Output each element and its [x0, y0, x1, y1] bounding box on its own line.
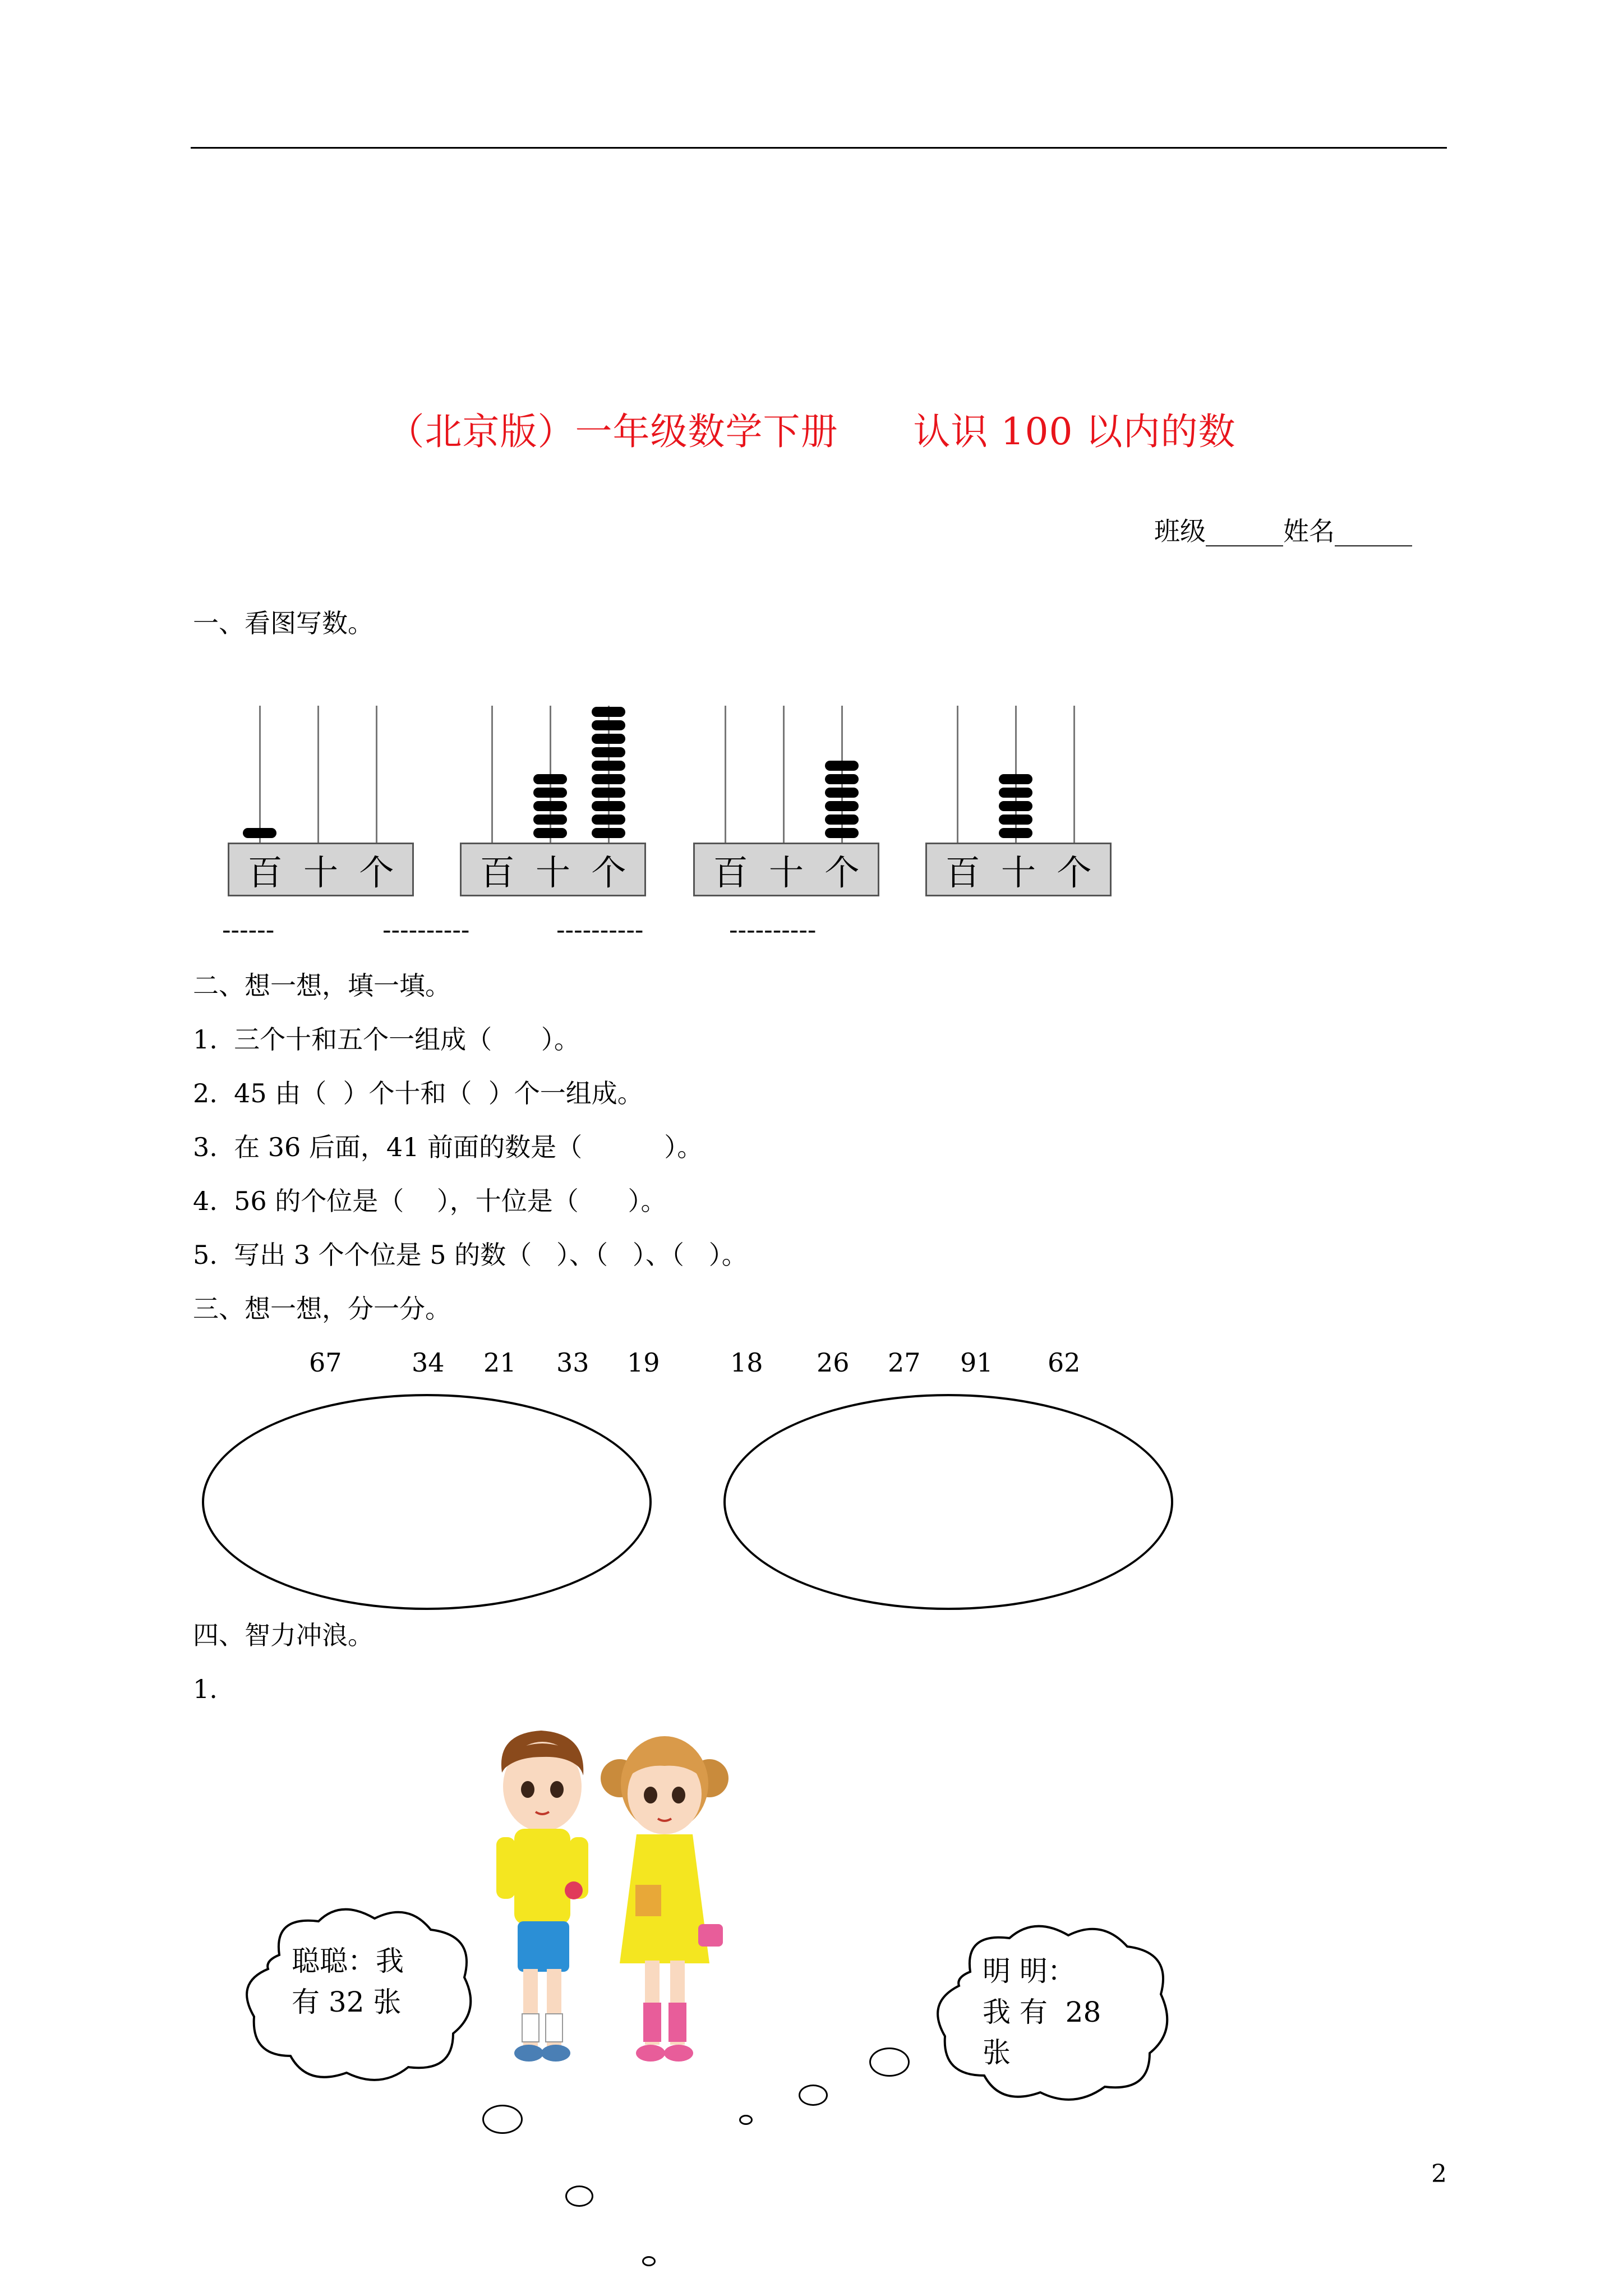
abacus-bead: [825, 828, 859, 838]
item-number: 1.: [193, 1674, 218, 1704]
place-label: 百: [713, 852, 748, 893]
thought-dot: [739, 2115, 753, 2125]
sorting-circle-left: [202, 1394, 652, 1610]
thought-dot: [482, 2105, 523, 2134]
abacus-rod: [259, 706, 261, 843]
abacus-rod: [725, 706, 726, 843]
place-label: 百: [479, 852, 515, 893]
sorting-circle-right: [723, 1394, 1173, 1610]
fill-item-1: 1. 三个十和五个一组成（ ）。: [193, 1024, 580, 1055]
answer-blank: ----------: [729, 914, 817, 945]
page-number: 2: [1431, 2160, 1447, 2188]
abacus-bead: [533, 788, 567, 798]
sort-number: 34: [412, 1347, 445, 1378]
abacus-place-label: [228, 843, 414, 896]
right-bubble-text-clip: [983, 1951, 1128, 2069]
abacus-bead: [533, 815, 567, 825]
right-bubble-text: 明 明： 我 有 28 张: [983, 1955, 1101, 2069]
place-label: 十: [535, 852, 570, 893]
abacus-bead: [592, 761, 625, 771]
girl-figure: [601, 1736, 728, 2062]
sort-number: 18: [730, 1347, 763, 1378]
sort-number: 62: [1048, 1347, 1081, 1378]
abacus-bead: [592, 815, 625, 825]
sort-number: 33: [556, 1347, 589, 1378]
sort-number: 26: [817, 1347, 850, 1378]
abacus-rod: [491, 706, 493, 843]
fill-item-2: 2. 45 由（ ）个十和（ ）个一组成。: [193, 1078, 643, 1108]
sort-number: 21: [483, 1347, 517, 1378]
abacus-bead: [825, 815, 859, 825]
abacus-place-label: [925, 843, 1112, 896]
sort-number: 91: [960, 1347, 993, 1378]
abacus-bead: [999, 788, 1032, 798]
place-label: 十: [768, 852, 804, 893]
answer-blank: ----------: [556, 914, 644, 945]
header-rule: [191, 147, 1447, 149]
fill-item-3: 3. 在 36 后面，41 前面的数是（ ）。: [193, 1132, 703, 1162]
place-label: 百: [945, 852, 980, 893]
thought-dot: [565, 2185, 593, 2207]
abacus-rod: [1073, 706, 1075, 843]
section4-heading: 四、智力冲浪。: [193, 1620, 374, 1650]
fill-item-4: 4. 56 的个位是（ ），十位是（ ）。: [193, 1186, 667, 1216]
abacus-bead: [825, 801, 859, 811]
sort-number: 27: [888, 1347, 921, 1378]
abacus-bead: [592, 788, 625, 798]
abacus-bead: [825, 788, 859, 798]
abacus-bead: [592, 828, 625, 838]
thought-dot: [799, 2085, 828, 2106]
place-label: 百: [247, 852, 283, 893]
abacus-bead: [825, 774, 859, 784]
abacus-place-label: [460, 843, 646, 896]
abacus-bead: [999, 815, 1032, 825]
abacus-bead: [999, 828, 1032, 838]
abacus-rod: [376, 706, 377, 843]
place-label: 个: [591, 852, 626, 893]
abacus-bead: [999, 774, 1032, 784]
place-label: 个: [1057, 852, 1092, 893]
abacus-bead: [533, 774, 567, 784]
fill-item-5: 5. 写出 3 个个位是 5 的数（ ）、（ ）、（ ）。: [193, 1240, 748, 1270]
class-name-line: 班级______姓名______: [1154, 516, 1412, 546]
abacus-place-label: [693, 843, 879, 896]
sort-number: 19: [627, 1347, 660, 1378]
boy-figure: [496, 1731, 588, 2062]
abacus-bead: [592, 747, 625, 757]
abacus-bead: [592, 734, 625, 744]
abacus-bead: [592, 801, 625, 811]
place-label: 十: [303, 852, 338, 893]
thought-dot: [869, 2047, 910, 2077]
abacus-bead: [533, 801, 567, 811]
place-label: 个: [824, 852, 860, 893]
children-illustration: [474, 1722, 733, 2092]
page-title: （北京版）一年级数学下册 认识 100 以内的数: [387, 410, 1236, 453]
place-label: 十: [1000, 852, 1036, 893]
place-label: 个: [359, 852, 394, 893]
answer-blank: ----------: [382, 914, 470, 945]
abacus-bead: [825, 761, 859, 771]
section2-heading: 二、想一想，填一填。: [193, 970, 451, 1001]
abacus-bead: [243, 828, 276, 838]
abacus-bead: [592, 720, 625, 730]
abacus-bead: [592, 774, 625, 784]
abacus-bead: [533, 828, 567, 838]
abacus-rod: [783, 706, 785, 843]
abacus-rod: [957, 706, 958, 843]
sort-number: 67: [309, 1347, 342, 1378]
section3-heading: 三、想一想，分一分。: [193, 1294, 451, 1324]
left-bubble-text: 聪聪：我 有 32 张: [292, 1945, 404, 2018]
section1-heading: 一、看图写数。: [193, 608, 374, 638]
answer-blank: ------: [222, 914, 275, 945]
abacus-rod: [317, 706, 319, 843]
abacus-bead: [999, 801, 1032, 811]
abacus-bead: [592, 707, 625, 717]
thought-dot: [642, 2256, 656, 2266]
